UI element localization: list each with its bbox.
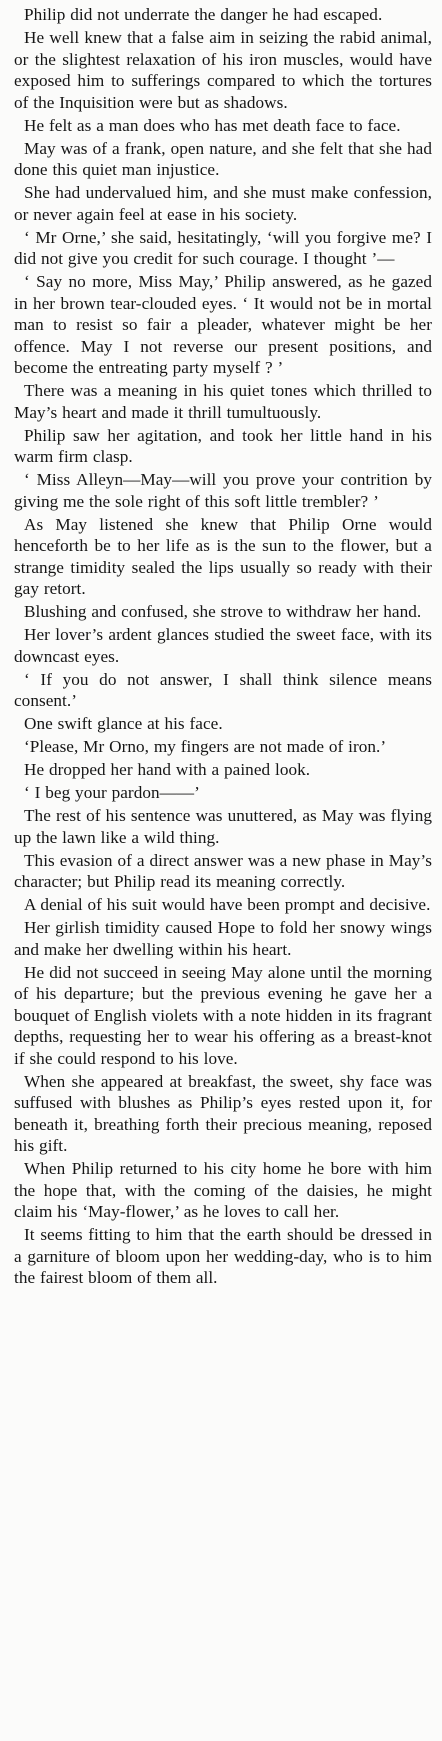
paragraph: He dropped her hand with a pained look.: [24, 760, 311, 779]
paragraph: Her girlish timidity caused Hope to fold her snowy wings and make her dwelling within his heart.: [14, 918, 432, 959]
paragraph: ‘ Say no more, Miss May,’ Philip answered, as he gazed in her brown tear-clouded eyes. ‘ It would not be in mortal man to resist so fair a pleader, whatever might be her offence. May I not reverse our present positions, and become the entreating party myself ? ’: [14, 272, 432, 377]
paragraph: A denial of his suit would have been prompt and decisive.: [24, 895, 431, 914]
paragraph: ‘ Mr Orne,’ she said, hesitatingly, ‘will you forgive me? I did not give you credit for such courage. I thought ’—: [14, 227, 432, 268]
paragraph: One swift glance at his face.: [24, 714, 223, 733]
paragraph: ‘ I beg your pardon——’: [24, 783, 200, 802]
paragraph: ‘Please, Mr Orno, my fingers are not made of iron.’: [24, 737, 387, 756]
paragraph: He well knew that a false aim in seizing the rabid animal, or the slightest relaxation of his iron muscles, would have exposed him to sufferings compared to which the tortures of the Inquisition were but as shadows.: [14, 28, 432, 112]
paragraph: She had undervalued him, and she must make confession, or never again feel at ease in his society.: [14, 183, 432, 224]
paragraph: When she appeared at breakfast, the sweet, shy face was suffused with blushes as Philip’s eyes rested upon it, for beneath it, breathing forth their precious meaning, reposed his gift.: [14, 1071, 432, 1155]
paragraph: He felt as a man does who has met death face to face.: [24, 115, 401, 135]
paragraph: May was of a frank, open nature, and she felt that she had done this quiet man injustice.: [14, 138, 432, 179]
paragraph: The rest of his sentence was unuttered, as May was flying up the lawn like a wild thing.: [14, 806, 432, 847]
paragraph: ‘ Miss Alleyn—May—will you prove your contrition by giving me the sole right of this soft little trembler? ’: [14, 470, 432, 511]
paragraph: Her lover’s ardent glances studied the sweet face, with its downcast eyes.: [14, 625, 432, 666]
paragraph: ‘ If you do not answer, I shall think silence means consent.’: [14, 669, 432, 710]
paragraph: He did not succeed in seeing May alone until the morning of his departure; but the previous evening he gave her a bouquet of English violets with a note hidden in its fragrant depths, requesting her to wear his offering as a breast-knot if she could respond to his love.: [14, 962, 432, 1068]
paragraph: When Philip returned to his city home he bore with him the hope that, with the coming of the daisies, he might claim his ‘May-flower,’ as he loves to call her.: [14, 1159, 432, 1221]
paragraph: As May listened she knew that Philip Orne would henceforth be to her life as is the sun to the flower, but a strange timidity sealed the lips usually so ready with their gay retort.: [14, 514, 432, 598]
paragraph: There was a meaning in his quiet tones which thrilled to May’s heart and made it thrill tumultuously.: [14, 381, 432, 422]
paragraph: It seems fitting to him that the earth should be dressed in a garniture of bloom upon her wedding-day, who is to him the fairest bloom of them all.: [14, 1225, 432, 1287]
paragraph: Philip did not underrate the danger he had escaped.: [24, 5, 383, 24]
paragraph: Philip saw her agitation, and took her little hand in his warm firm clasp.: [14, 425, 432, 466]
paragraph: Blushing and confused, she strove to withdraw her hand.: [24, 602, 422, 621]
paragraph: This evasion of a direct answer was a new phase in May’s character; but Philip read its meaning correctly.: [14, 850, 432, 891]
